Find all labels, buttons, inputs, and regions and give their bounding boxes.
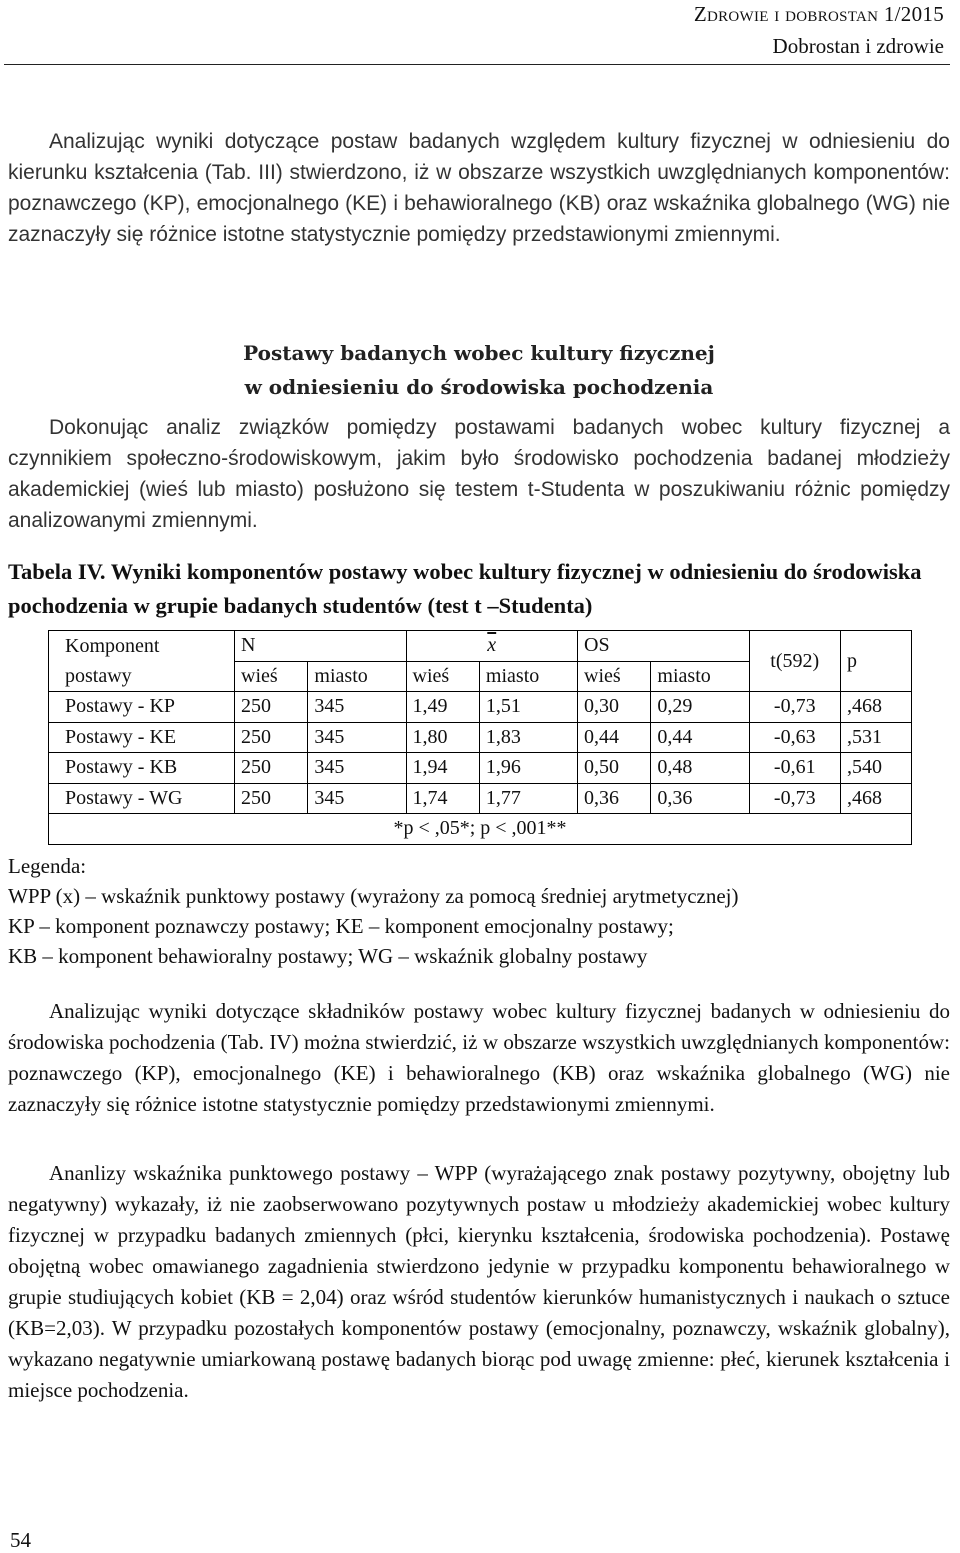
cell-n-wies: 250 xyxy=(235,722,308,753)
cell-x-wies: 1,80 xyxy=(406,722,479,753)
cell-n-wies: 250 xyxy=(235,692,308,723)
row-label: Postawy - KP xyxy=(49,692,235,723)
header-mean: $\overline{x}$ xyxy=(406,631,578,662)
header-os-miasto: miasto xyxy=(651,661,749,692)
table-caption: Tabela IV. Wyniki komponentów postawy wobec kultury fizycznej w odniesieniu do środowiska pochodzenia w grupie badanych studentów (test t –Studenta) xyxy=(8,559,922,618)
header-n-wies: wieś xyxy=(235,661,308,692)
header-p: p xyxy=(840,631,911,692)
results-table xyxy=(48,630,912,845)
header-n-miasto: miasto xyxy=(308,661,406,692)
legend-line-3: KB – komponent behawioralny postawy; WG – wskaźnik globalny postawy xyxy=(8,944,648,968)
cell-x-wies: 1,94 xyxy=(406,753,479,784)
cell-t: -0,73 xyxy=(749,692,840,723)
row-label: Postawy - KE xyxy=(49,722,235,753)
table-header-row-1 xyxy=(49,631,912,662)
section-heading-line2: w odniesieniu do środowiska pochodzenia xyxy=(244,375,714,399)
row-label: Postawy - WG xyxy=(49,783,235,814)
cell-p: ,468 xyxy=(840,783,911,814)
header-os-wies: wieś xyxy=(578,661,651,692)
paragraph-wpp: Ananlizy wskaźnika punktowego postawy – WPP (wyrażającego znak postawy pozytywny, obojętny lub negatywny) wykazały, iż nie zaobserwowano pozytywnych postaw u młodzieży akademickiej wobec kultury fizycznej w przypadku badanych zmiennych (płci, kierynku kształcenia, środowiska pochodzenia). Postawę obojętną wobec omawianego zagadnienia stwierdzono jedynie w przypadku komponentu behawioralnego w grupie studiujących kobiet (KB = 2,04) oraz wśród studentów kierunków humanistycznych i naukach o sztuce (KB=2,03). W przypadku pozostałych komponentów postawy (emocjonalny, poznawczy, wskaźnik globalny), wykazano negatywnie umiarkowaną postawę badanych biorąc pod uwagę zmienne: płeć, kierunek kształcenia i miejsce pochodzenia. xyxy=(8,1161,950,1402)
table-row xyxy=(49,783,912,814)
header-komponent-line2: postawy xyxy=(49,661,235,692)
cell-p: ,531 xyxy=(840,722,911,753)
cell-os-miasto: 0,44 xyxy=(651,722,749,753)
journal-title: Zdrowie i dobrostan 1/2015 xyxy=(693,2,944,26)
table-footnote: *p < ,05*; p < ,001** xyxy=(49,814,912,845)
header-rule xyxy=(4,64,950,65)
header-os: OS xyxy=(578,631,750,662)
cell-x-wies: 1,49 xyxy=(406,692,479,723)
section-heading-line1: Postawy badanych wobec kultury fizycznej xyxy=(243,341,715,365)
cell-n-miasto: 345 xyxy=(308,722,406,753)
cell-n-miasto: 345 xyxy=(308,753,406,784)
cell-n-wies: 250 xyxy=(235,753,308,784)
cell-p: ,468 xyxy=(840,692,911,723)
paragraph-analysis: Analizując wyniki dotyczące składników postawy wobec kultury fizycznej badanych w odniesieniu do środowiska pochodzenia (Tab. IV) można stwierdzić, iż w obszarze wszystkich uwzględnianych komponentów: poznawczego (KP), emocjonalnego (KE) i behawioralnego (KB) oraz wskaźnika globalnego (WG) nie zaznaczyły się różnice istotne statystycznie pomiędzy przedstawionymi zmiennymi. xyxy=(8,999,950,1116)
cell-os-wies: 0,36 xyxy=(578,783,651,814)
table-row xyxy=(49,692,912,723)
header-x-miasto: miasto xyxy=(479,661,577,692)
paragraph-method: Dokonując analiz związków pomiędzy postawami badanych wobec kultury fizycznej a czynnikiem społeczno-środowiskowym, jakim było środowisko pochodzenia badanej młodzieży akademickiej (wieś lub miasto) posłużono się testem t-Studenta w poszukiwaniu różnic pomiędzy analizowanymi zmiennymi. xyxy=(8,416,950,532)
paragraph-intro: Analizując wyniki dotyczące postaw badanych względem kultury fizycznej w odniesieniu do kierunku kształcenia (Tab. III) stwierdzono, iż w obszarze wszystkich uwzględnianych komponentów: poznawczego (KP), emocjonalnego (KE) i behawioralnego (KB) oraz wskaźnika globalnego (WG) nie zaznaczyły się różnice istotne statystycznie pomiędzy przedstawionymi zmiennymi. xyxy=(8,130,950,246)
cell-x-miasto: 1,51 xyxy=(479,692,577,723)
cell-os-miasto: 0,48 xyxy=(651,753,749,784)
header-x-wies: wieś xyxy=(406,661,479,692)
cell-t: -0,73 xyxy=(749,783,840,814)
cell-t: -0,61 xyxy=(749,753,840,784)
cell-n-miasto: 345 xyxy=(308,783,406,814)
table-legend xyxy=(8,851,950,971)
legend-line-1: WPP (x) – wskaźnik punktowy postawy (wyrażony za pomocą średniej arytmetycznej) xyxy=(8,884,739,908)
header-n: N xyxy=(235,631,407,662)
cell-x-miasto: 1,83 xyxy=(479,722,577,753)
legend-title: Legenda: xyxy=(8,854,87,878)
table-row xyxy=(49,753,912,784)
cell-p: ,540 xyxy=(840,753,911,784)
cell-os-miasto: 0,29 xyxy=(651,692,749,723)
section-heading xyxy=(8,336,950,404)
cell-os-miasto: 0,36 xyxy=(651,783,749,814)
table-footnote-row xyxy=(49,814,912,845)
cell-os-wies: 0,44 xyxy=(578,722,651,753)
row-label: Postawy - KB xyxy=(49,753,235,784)
cell-x-wies: 1,74 xyxy=(406,783,479,814)
cell-t: -0,63 xyxy=(749,722,840,753)
header-t: t(592) xyxy=(749,631,840,692)
cell-os-wies: 0,50 xyxy=(578,753,651,784)
table-row xyxy=(49,722,912,753)
header-komponent-line1: Komponent xyxy=(49,631,235,662)
cell-os-wies: 0,30 xyxy=(578,692,651,723)
cell-x-miasto: 1,77 xyxy=(479,783,577,814)
page-number: 54 xyxy=(10,1528,31,1552)
cell-n-miasto: 345 xyxy=(308,692,406,723)
cell-x-miasto: 1,96 xyxy=(479,753,577,784)
legend-line-2: KP – komponent poznawczy postawy; KE – komponent emocjonalny postawy; xyxy=(8,914,674,938)
section-title: Dobrostan i zdrowie xyxy=(772,34,944,58)
cell-n-wies: 250 xyxy=(235,783,308,814)
